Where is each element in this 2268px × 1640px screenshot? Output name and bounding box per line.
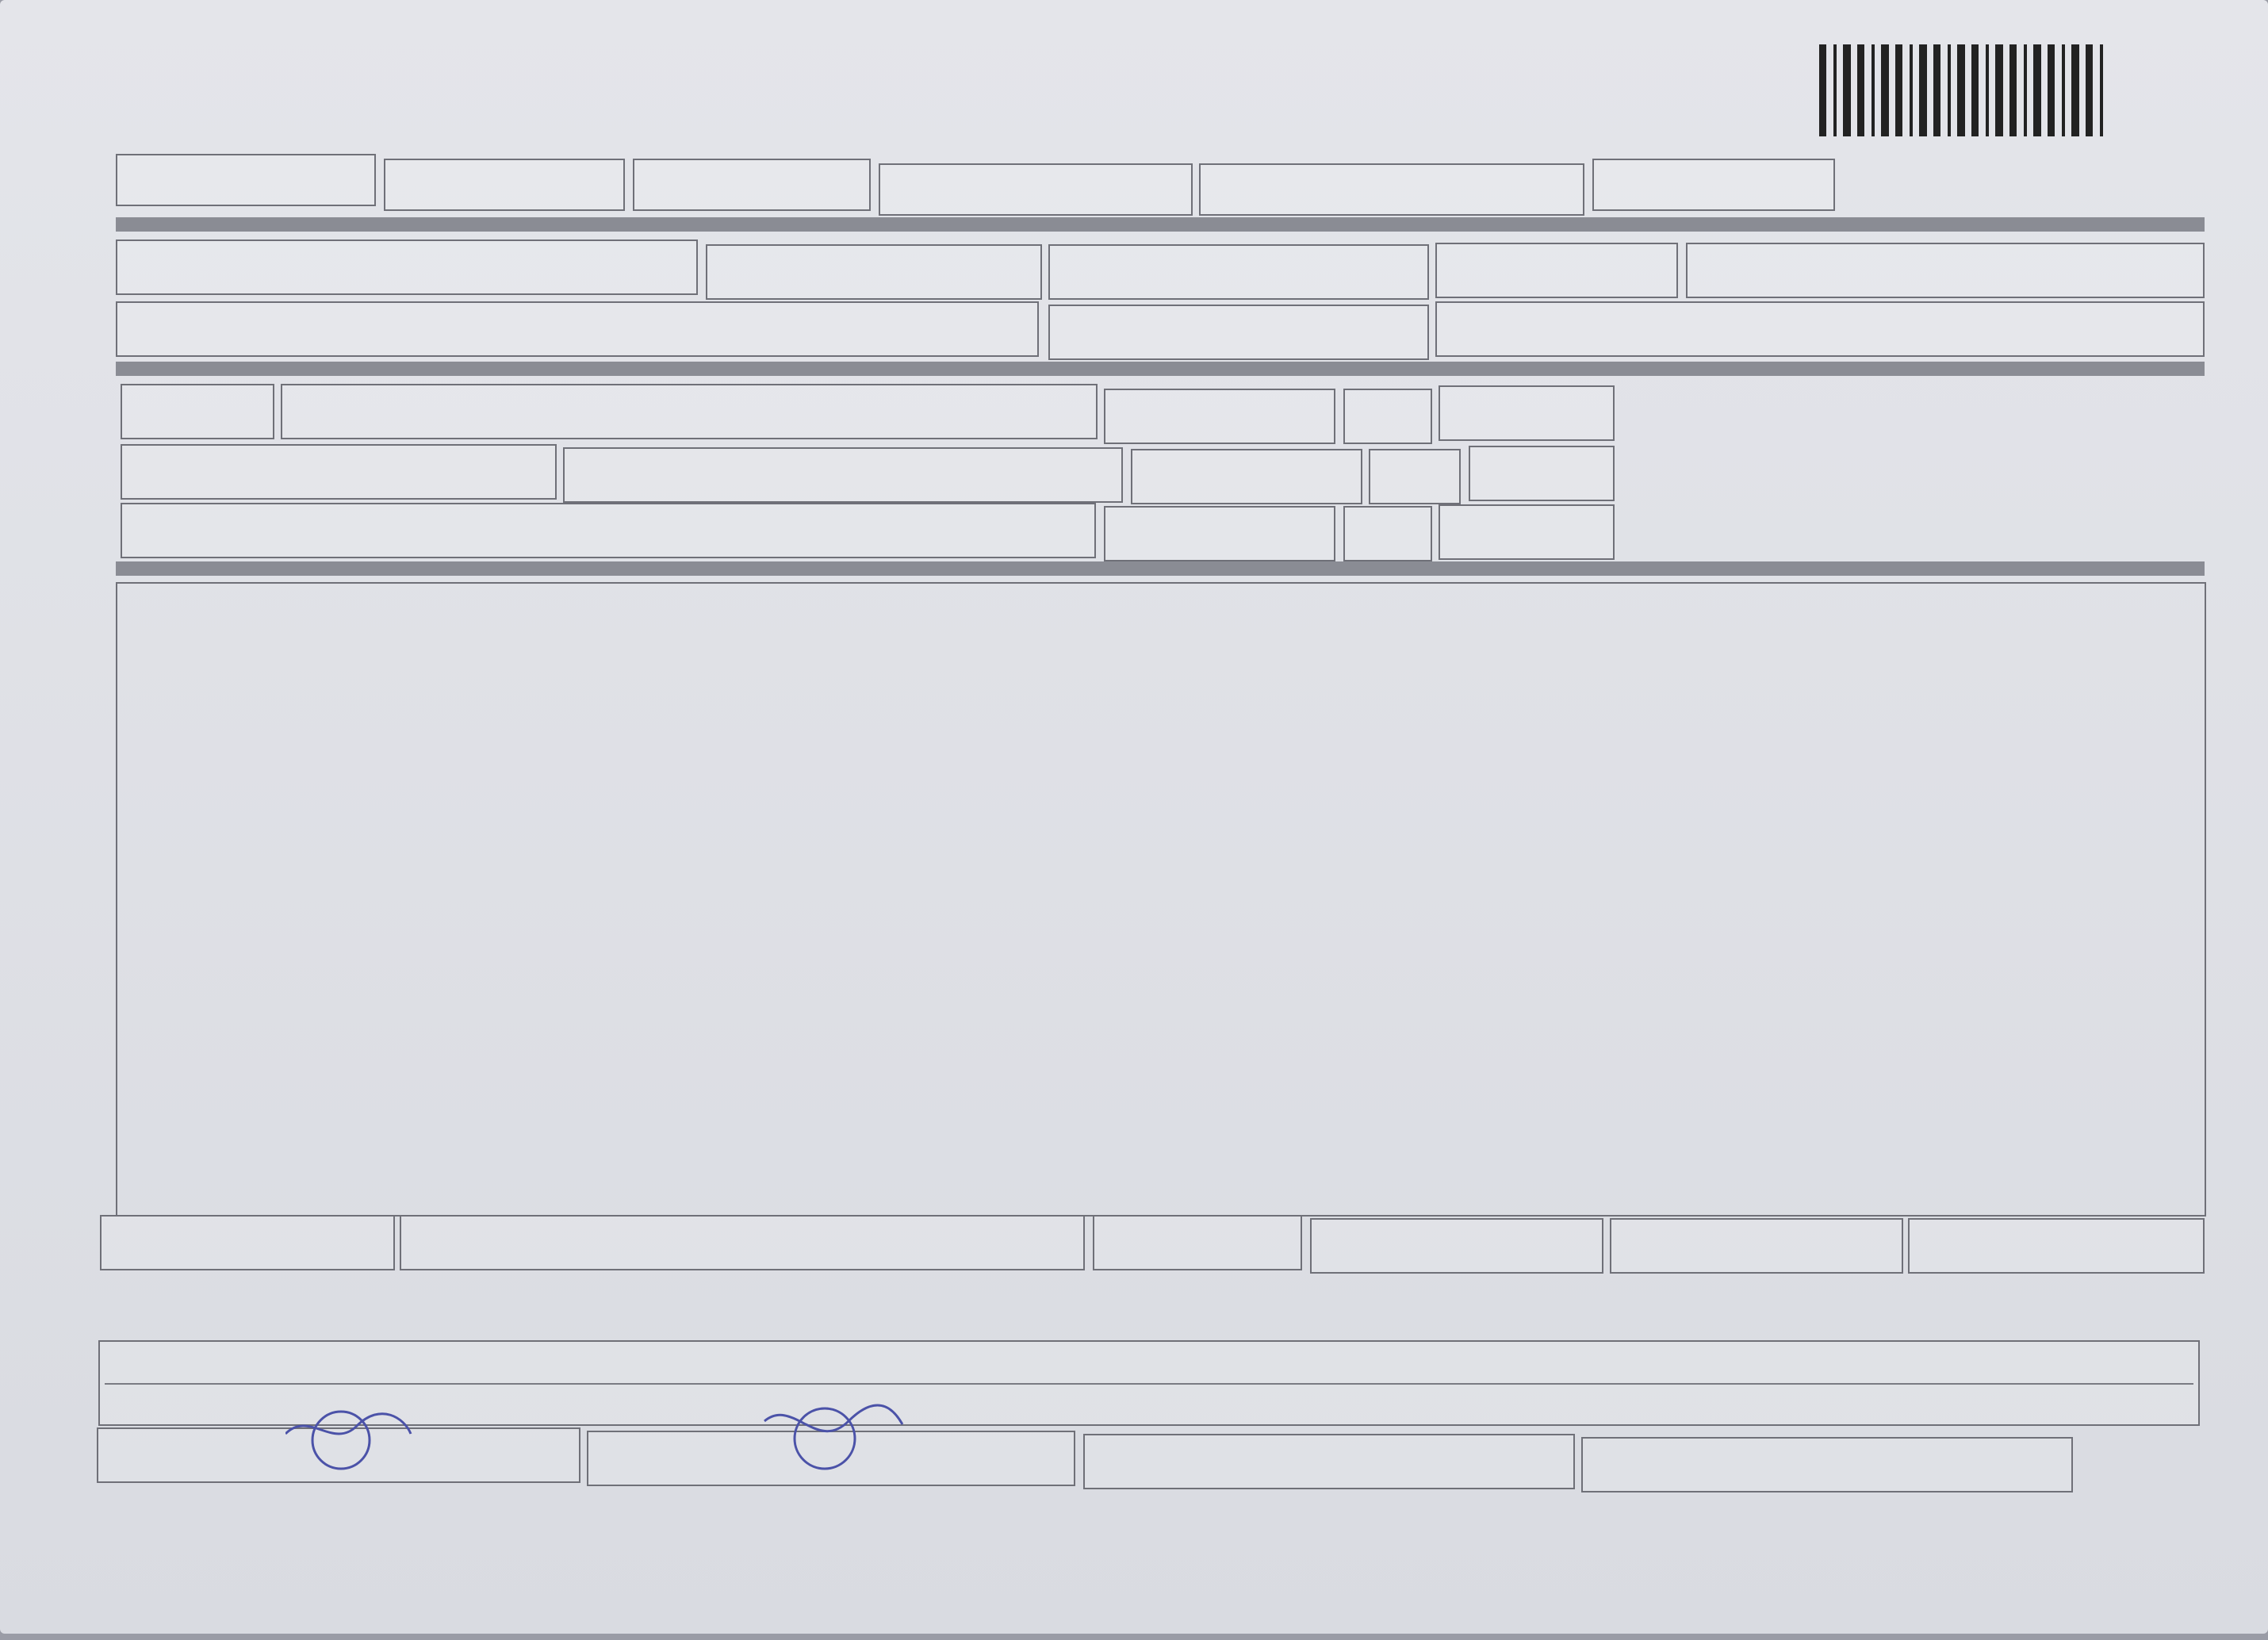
uf1-field[interactable]: [1343, 389, 1432, 444]
profissional-executante-field[interactable]: [121, 503, 1096, 558]
cro3-field[interactable]: [1104, 506, 1335, 561]
sig1-stamp-scribble: [285, 1414, 411, 1434]
profissional-solicitante-field[interactable]: [281, 384, 1098, 439]
data-autorizacao-field[interactable]: [633, 159, 871, 211]
total-us-field[interactable]: [1310, 1218, 1603, 1274]
telefone-field[interactable]: [1048, 305, 1429, 360]
cnes-field[interactable]: [1469, 446, 1615, 501]
empresa-field[interactable]: [1048, 244, 1429, 300]
cro2-field[interactable]: [1131, 449, 1362, 504]
section-beneficiario: [116, 217, 2205, 232]
tipo-atendimento-field[interactable]: [400, 1215, 1085, 1270]
validade-carteira-field[interactable]: [1435, 243, 1678, 298]
observacao-line: [105, 1383, 2193, 1385]
senha-field[interactable]: [879, 163, 1193, 216]
cns-field[interactable]: [1686, 243, 2205, 298]
contratado-executante-field[interactable]: [563, 447, 1123, 503]
registro-ans-field[interactable]: [116, 154, 376, 206]
plano-field[interactable]: [706, 244, 1042, 300]
observacao-field[interactable]: [98, 1340, 2200, 1426]
data-entrada-field[interactable]: [384, 159, 625, 211]
section-procedimentos: [116, 561, 2205, 576]
barcode: [1819, 44, 2105, 136]
guia-principal-field[interactable]: [1199, 163, 1584, 216]
validade-senha-field[interactable]: [1592, 159, 1835, 211]
nome-field[interactable]: [116, 301, 1039, 357]
atendimento-rn-field[interactable]: [121, 384, 274, 439]
sig4-field[interactable]: [1581, 1437, 2073, 1492]
valor-total-field[interactable]: [1610, 1218, 1903, 1274]
cpf-operadora-field[interactable]: [121, 444, 557, 500]
section-contratado: [116, 362, 2205, 376]
cbo1-field[interactable]: [1439, 385, 1615, 441]
tipo-faturamento-field[interactable]: [1093, 1215, 1302, 1270]
sig1-stamp: [285, 1402, 412, 1473]
uf3-field[interactable]: [1343, 506, 1432, 561]
uf2-field[interactable]: [1369, 449, 1461, 504]
termino-field[interactable]: [100, 1215, 395, 1270]
titular-field[interactable]: [1435, 301, 2205, 357]
carteira-field[interactable]: [116, 239, 698, 295]
sig2-stamp-circle: [795, 1408, 855, 1469]
sig1-stamp-circle: [312, 1412, 370, 1469]
total-franquia-field[interactable]: [1908, 1218, 2205, 1274]
sig3-field[interactable]: [1083, 1434, 1575, 1489]
sig2-stamp: [761, 1397, 904, 1477]
cro1-field[interactable]: [1104, 389, 1335, 444]
cbo3-field[interactable]: [1439, 504, 1615, 560]
procedures-table: [116, 582, 2206, 1217]
